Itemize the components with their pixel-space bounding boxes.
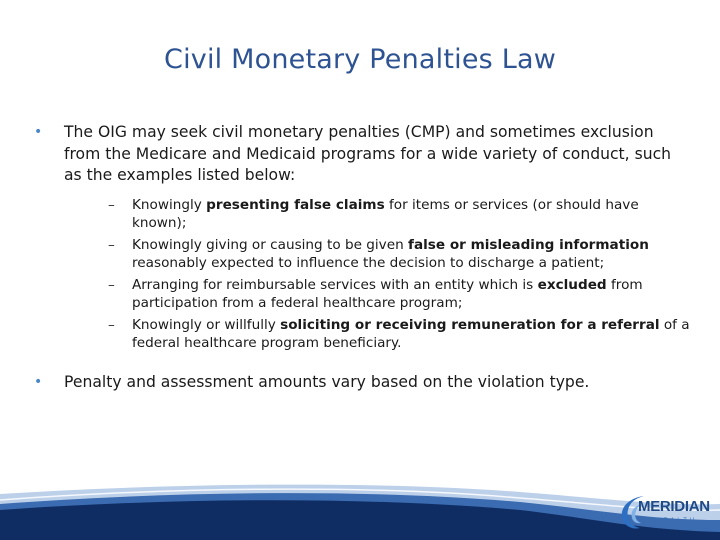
- sub-item-pre: Knowingly giving or causing to be given: [132, 236, 409, 253]
- sub-item: [64, 236, 692, 272]
- sub-item-bold: excluded: [537, 276, 607, 293]
- sub-item-pre: Arranging for reimbursable services with an entity which is: [132, 276, 538, 293]
- slide-title: Civil Monetary Penalties Law: [164, 44, 556, 75]
- sub-item-bold: false or misleading information: [408, 236, 649, 253]
- dash-icon: –: [108, 196, 115, 213]
- meridian-logo: [618, 490, 710, 534]
- footer-wave-band: [0, 476, 720, 540]
- slide-body: [28, 122, 692, 393]
- bullet-2-text: Penalty and assessment amounts vary based on the violation type.: [64, 372, 590, 391]
- sub-item: [64, 196, 692, 232]
- dash-icon: –: [108, 236, 115, 253]
- sub-item-bold: soliciting or receiving remuneration for a referral: [280, 316, 660, 333]
- sub-item-bold: presenting false claims: [206, 196, 385, 213]
- bullet-2: [28, 372, 692, 394]
- logo-word: MERIDIAN: [638, 498, 710, 515]
- bullet-1: [28, 122, 692, 352]
- dash-icon: –: [108, 316, 115, 333]
- sub-item: [64, 276, 692, 312]
- logo-sub: HEALTH: [656, 518, 698, 524]
- sub-item-post: for items or services (or should have known);: [132, 196, 639, 231]
- sub-item-pre: Knowingly or willfully: [132, 316, 281, 333]
- sub-item: [64, 316, 692, 352]
- bullet-dot-icon: •: [34, 124, 43, 140]
- sub-item-post: from participation from a federal healthcare program;: [132, 276, 643, 311]
- sub-item-post: reasonably expected to influence the decision to discharge a patient;: [132, 254, 605, 271]
- dash-icon: –: [108, 276, 115, 293]
- bullet-1-text: The OIG may seek civil monetary penalties (CMP) and sometimes exclusion from the Medicare and Medicaid programs for a wide variety of conduct, such as the examples listed below:: [64, 123, 672, 184]
- bullet-dot-icon: •: [34, 373, 43, 390]
- sub-list: [64, 196, 692, 352]
- sub-item-post: of a federal healthcare program beneficiary.: [132, 316, 690, 351]
- sub-item-pre: Knowingly: [132, 196, 207, 213]
